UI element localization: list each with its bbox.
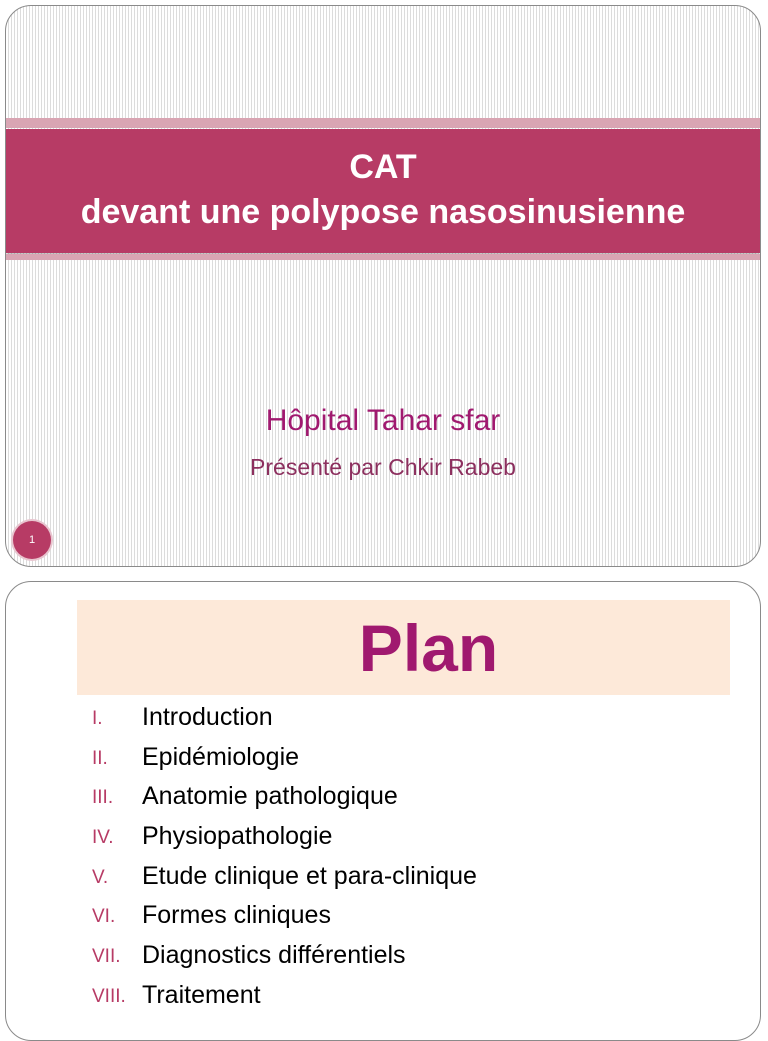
list-item-number: V. bbox=[92, 866, 109, 888]
slide-title-line-1: CAT bbox=[349, 148, 417, 186]
slide-title-line-2: devant une polypose nasosinusienne bbox=[80, 193, 686, 231]
plan-title: Plan bbox=[358, 611, 499, 685]
list-item-label: Diagnostics différentiels bbox=[142, 941, 406, 970]
list-item-label: Introduction bbox=[142, 703, 273, 731]
slide-subtitle: Hôpital Tahar sfar bbox=[265, 404, 501, 437]
title-band-bottom-stripe bbox=[6, 254, 760, 260]
plan-slide[interactable] bbox=[5, 581, 761, 1041]
presenter-name: Présenté par Chkir Rabeb bbox=[250, 454, 516, 480]
list-item-label: Etude clinique et para-clinique bbox=[142, 861, 477, 890]
list-item-number: I. bbox=[92, 708, 103, 729]
list-item-number: VI. bbox=[92, 906, 116, 928]
list-item-number: VIII. bbox=[92, 985, 126, 1007]
list-item-label: Formes cliniques bbox=[142, 901, 331, 930]
list-item-number: VII. bbox=[92, 946, 121, 968]
list-item-number: II. bbox=[92, 747, 108, 769]
plan-title-box bbox=[77, 600, 730, 695]
list-item-label: Physiopathologie bbox=[142, 822, 333, 851]
title-band-top-stripe bbox=[6, 118, 760, 128]
list-item-number: IV. bbox=[92, 827, 114, 849]
list-item-label: Anatomie pathologique bbox=[142, 782, 398, 811]
slide-number-badge: 1 bbox=[13, 521, 51, 559]
list-item-label: Epidémiologie bbox=[142, 742, 300, 771]
list-item-number: III. bbox=[92, 787, 114, 809]
title-slide[interactable] bbox=[5, 5, 761, 567]
list-item-label: Traitement bbox=[142, 980, 261, 1009]
